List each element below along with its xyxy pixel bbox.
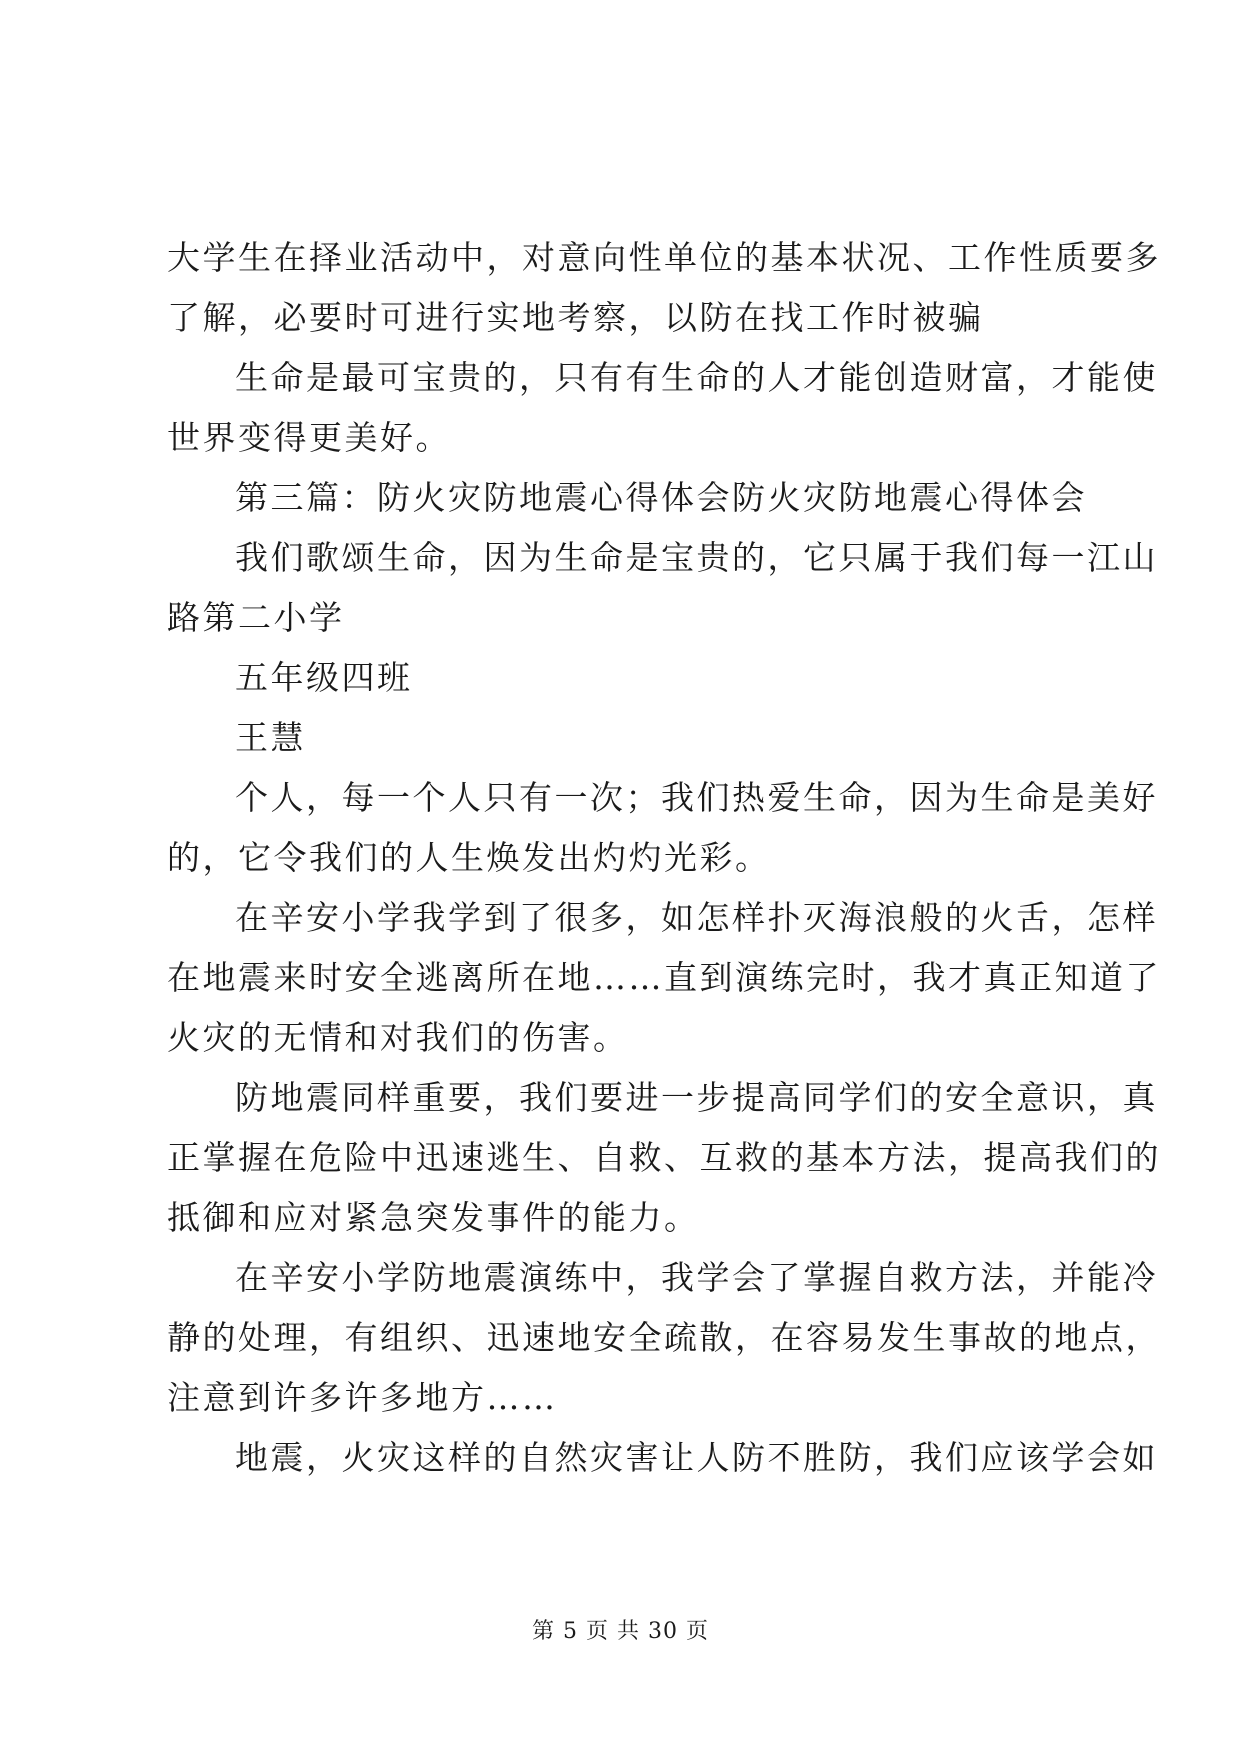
body-line: 我们歌颂生命，因为生命是宝贵的，它只属于我们每一江山 <box>235 538 1158 577</box>
body-line: 个人，每一个人只有一次；我们热爱生命，因为生命是美好 <box>235 778 1158 817</box>
body-line: 地震，火灾这样的自然灾害让人防不胜防，我们应该学会如 <box>235 1438 1158 1477</box>
body-line: 正掌握在危险中迅速逃生、自救、互救的基本方法，提高我们的 <box>167 1138 1161 1177</box>
body-line: 静的处理，有组织、迅速地安全疏散，在容易发生事故的地点， <box>167 1318 1161 1357</box>
body-line: 路第二小学 <box>167 598 345 637</box>
body-line: 火灾的无情和对我们的伤害。 <box>167 1018 629 1057</box>
body-line: 世界变得更美好。 <box>167 418 451 457</box>
author-name: 王慧 <box>235 718 306 757</box>
body-line: 了解，必要时可进行实地考察，以防在找工作时被骗 <box>167 298 984 337</box>
body-line: 大学生在择业活动中，对意向性单位的基本状况、工作性质要多 <box>167 238 1161 277</box>
author-class: 五年级四班 <box>235 658 413 697</box>
body-line: 注意到许多许多地方…… <box>167 1378 558 1417</box>
body-line: 防地震同样重要，我们要进一步提高同学们的安全意识，真 <box>235 1078 1158 1117</box>
body-line: 生命是最可宝贵的，只有有生命的人才能创造财富，才能使 <box>235 358 1158 397</box>
body-line: 在辛安小学防地震演练中，我学会了掌握自救方法，并能冷 <box>235 1258 1158 1297</box>
body-line: 在辛安小学我学到了很多，如怎样扑灭海浪般的火舌，怎样 <box>235 898 1158 937</box>
body-line: 在地震来时安全逃离所在地……直到演练完时，我才真正知道了 <box>167 958 1161 997</box>
page-footer: 第 5 页 共 30 页 <box>532 1619 709 1644</box>
body-line: 的，它令我们的人生焕发出灼灼光彩。 <box>167 838 771 877</box>
body-line: 抵御和应对紧急突发事件的能力。 <box>167 1198 700 1237</box>
document-body <box>167 228 1161 1488</box>
section-heading: 第三篇：防火灾防地震心得体会防火灾防地震心得体会 <box>235 478 1087 517</box>
